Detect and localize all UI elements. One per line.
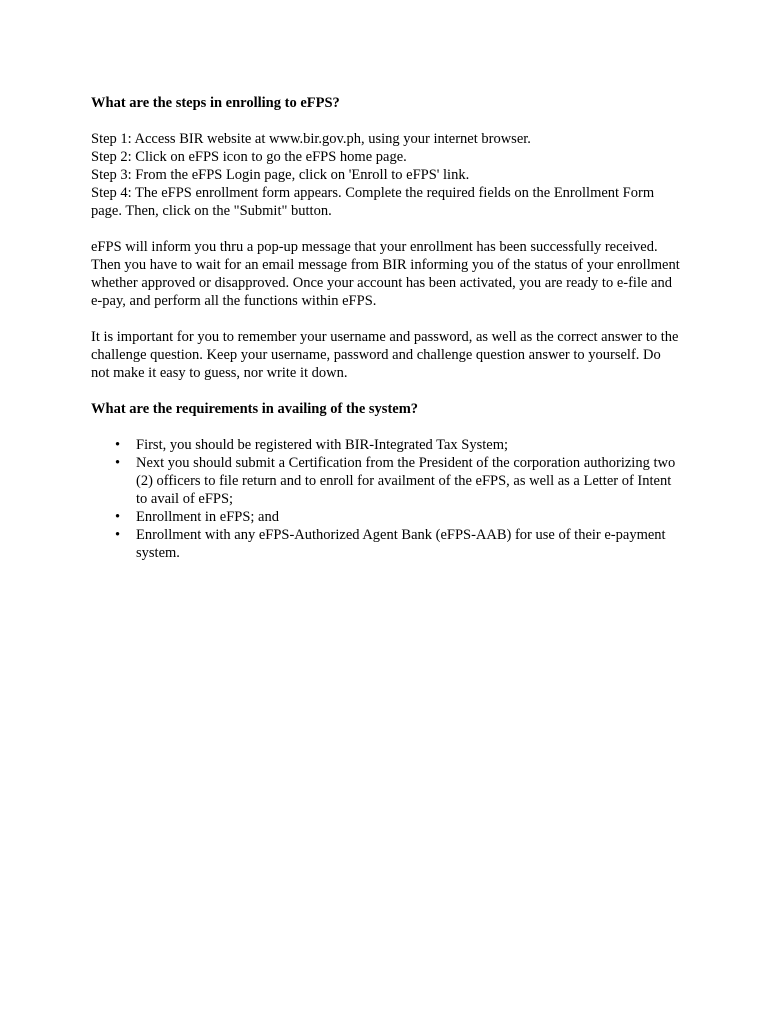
steps-heading: What are the steps in enrolling to eFPS? [91,95,340,111]
document-body [91,94,681,562]
step-4: Step 4: The eFPS enrollment form appears. Complete the required fields on the Enrollment Form page. Then, click on the "Submit" button. [91,185,655,219]
bullet-icon: • [115,455,121,471]
security-reminder-paragraph: It is important for you to remember your username and password, as well as the correct answer to the challenge question. Keep your username, password and challenge question answer to yourself. Do not make it easy to guess, nor write it down. [91,329,679,381]
bullet-icon: • [115,437,121,453]
requirement-text: First, you should be registered with BIR-Integrated Tax System; [136,437,509,453]
steps-list [91,130,681,220]
requirement-text: Enrollment in eFPS; and [136,509,279,525]
step-3: Step 3: From the eFPS Login page, click on 'Enroll to eFPS' link. [91,167,470,183]
list-item [91,526,681,562]
list-item [91,454,681,508]
requirement-text: Enrollment with any eFPS-Authorized Agent Bank (eFPS-AAB) for use of their e-payment system. [136,527,666,561]
list-item [91,436,681,454]
bullet-icon: • [115,509,121,525]
step-1: Step 1: Access BIR website at www.bir.gov.ph, using your internet browser. [91,131,531,147]
requirement-text: Next you should submit a Certification from the President of the corporation authorizing two (2) officers to file return and to enroll for availment of the eFPS, as well as a Letter of Intent to avail of eFPS; [136,455,676,507]
bullet-icon: • [115,527,121,543]
step-2: Step 2: Click on eFPS icon to go the eFPS home page. [91,149,407,165]
requirements-list [91,436,681,562]
requirements-heading: What are the requirements in availing of the system? [91,401,419,417]
list-item [91,508,681,526]
enrollment-notice-paragraph: eFPS will inform you thru a pop-up message that your enrollment has been successfully received. Then you have to wait for an email message from BIR informing you of the status of your enrollment whether approved or disapproved. Once your account has been activated, you are ready to e-file and e-pay, and perform all the functions within eFPS. [91,239,680,309]
